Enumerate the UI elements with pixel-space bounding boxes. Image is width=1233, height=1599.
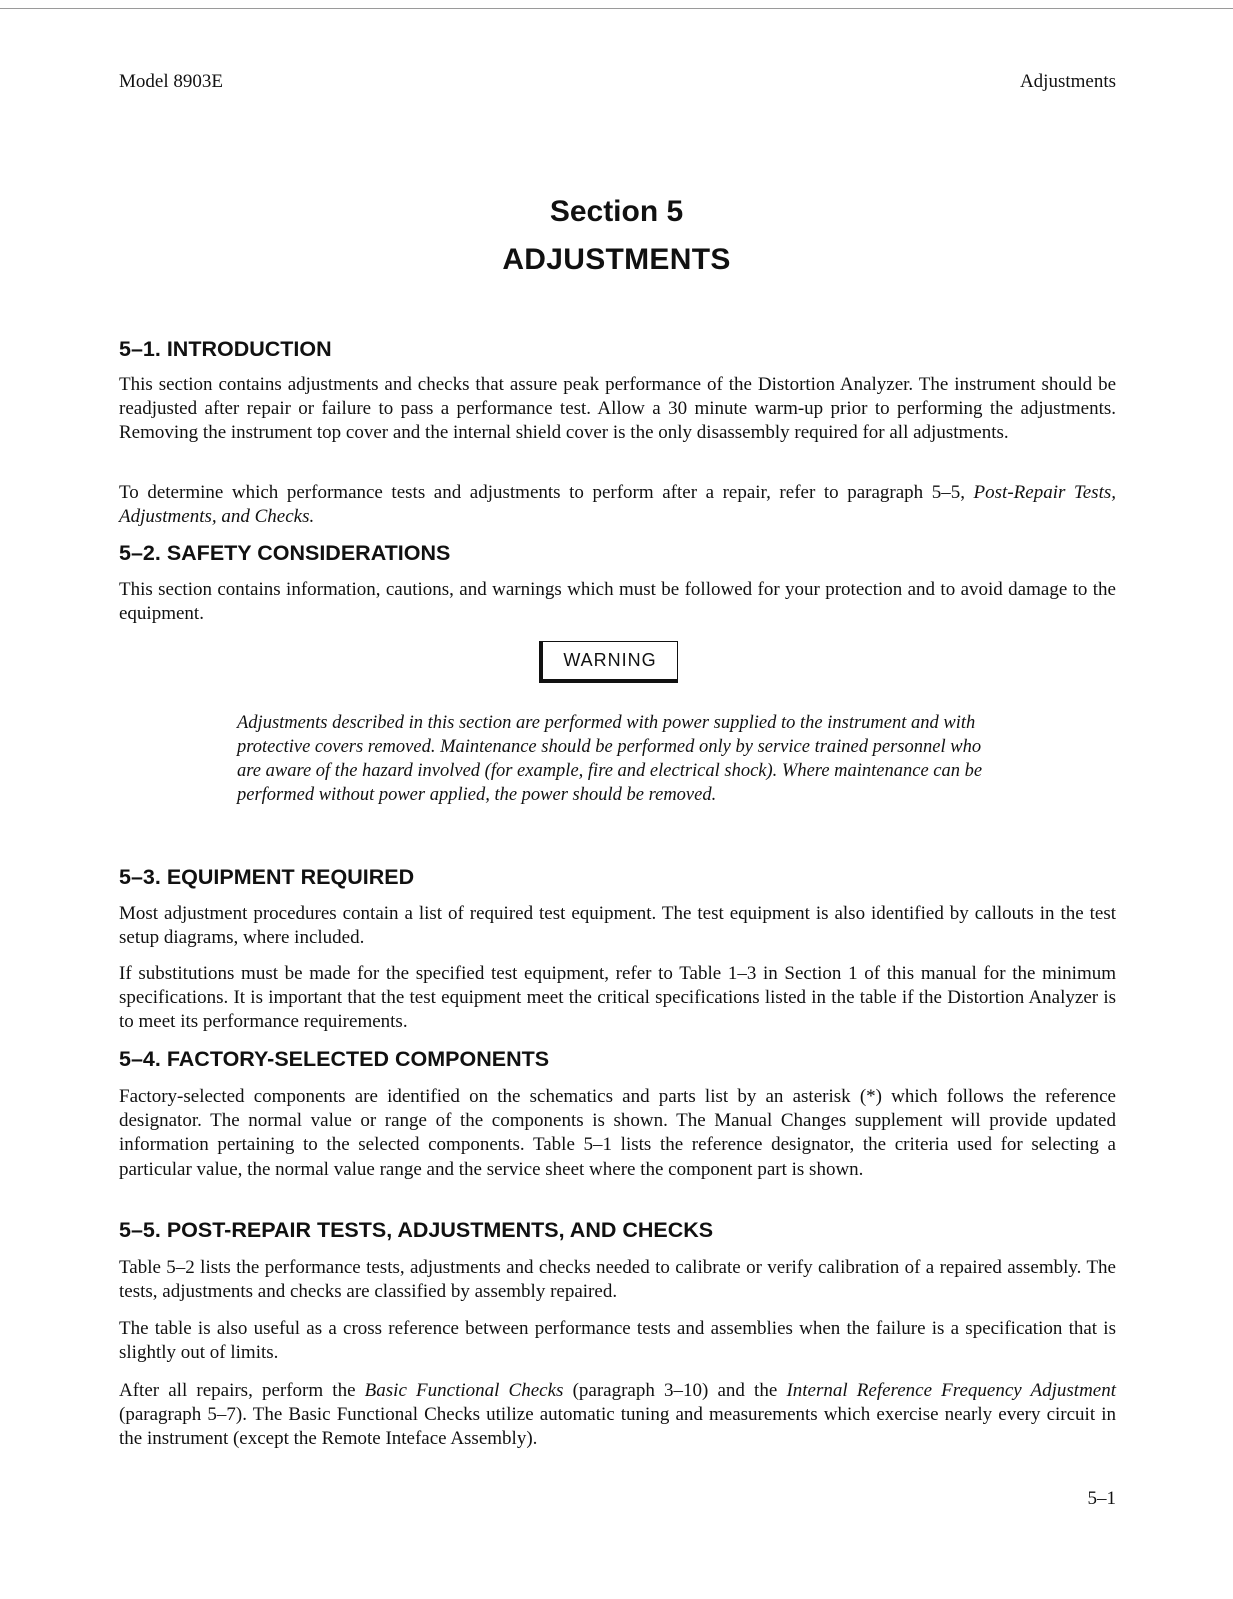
- post-repair-p3-ref2: Internal Reference Frequency Adjustment: [786, 1380, 1117, 1401]
- heading-factory-selected: 5–4. FACTORY-SELECTED COMPONENTS: [119, 1047, 550, 1071]
- heading-equipment: 5–3. EQUIPMENT REQUIRED: [119, 865, 415, 889]
- intro-paragraph-1: This section contains adjustments and checks that assure peak performance of the Distortion Analyzer. The instrument should be readjusted after repair or failure to pass a performance test. Allow a 30 minute warm-up prior to performing the adjustments. Removing the instrument top cover and the internal shield cover is the only disassembly required for all adjustments.: [119, 374, 1116, 444]
- equipment-paragraph-2: If substitutions must be made for the specified test equipment, refer to Table 1–3 in Section 1 of this manual for the minimum specifications. It is important that the test equipment meet the critical specifications listed in the table if the Distortion Analyzer is to meet its performance requirements.: [119, 963, 1116, 1033]
- warning-label: WARNING: [563, 650, 657, 670]
- top-rule: [0, 8, 1233, 9]
- page-number: 5–1: [1087, 1488, 1116, 1509]
- post-repair-paragraph-2: The table is also useful as a cross reference between performance tests and assemblies when the failure is a specification that is slightly out of limits.: [119, 1318, 1116, 1364]
- heading-safety: 5–2. SAFETY CONSIDERATIONS: [119, 541, 451, 565]
- post-repair-p3-c: (paragraph 5–7). The Basic Functional Checks utilize automatic tuning and measurements which exercise nearly every circuit in the instrument (except the Remote Inteface Assembly).: [119, 1404, 1116, 1450]
- intro-paragraph-2: [119, 481, 1116, 529]
- section-title: ADJUSTMENTS: [502, 243, 731, 276]
- safety-paragraph: This section contains information, cautions, and warnings which must be followed for your protection and to avoid damage to the equipment.: [119, 579, 1116, 625]
- post-repair-paragraph-3: [119, 1379, 1116, 1452]
- post-repair-p3-ref1: Basic Functional Checks: [364, 1380, 564, 1401]
- post-repair-paragraph-1: Table 5–2 lists the performance tests, adjustments and checks needed to calibrate or verify calibration of a repaired assembly. The tests, adjustments and checks are classified by assembly repaired.: [119, 1257, 1116, 1303]
- intro-p2-text: To determine which performance tests and adjustments to perform after a repair, refer to paragraph 5–5,: [119, 482, 965, 503]
- warning-label-box: [539, 641, 678, 683]
- running-header-chapter: Adjustments: [1019, 71, 1116, 92]
- post-repair-p3-b: (paragraph 3–10) and the: [572, 1380, 778, 1401]
- heading-post-repair: 5–5. POST-REPAIR TESTS, ADJUSTMENTS, AND CHECKS: [119, 1218, 714, 1242]
- post-repair-p3-a: After all repairs, perform the: [119, 1380, 356, 1401]
- running-header-model: Model 8903E: [119, 71, 223, 92]
- intro-p2-reference: Post-Repair Tests, Adjustments, and Checks.: [119, 482, 1117, 528]
- equipment-paragraph-1: Most adjustment procedures contain a list of required test equipment. The test equipment is also identified by callouts in the test setup diagrams, where included.: [119, 903, 1116, 949]
- factory-selected-paragraph: Factory-selected components are identified on the schematics and parts list by an asterisk (*) which follows the reference designator. The normal value or range of the components is shown. The Manual Changes supplement will provide updated information pertaining to the selected components. Table 5–1 lists the reference designator, the criteria used for selecting a particular value, the normal value range and the service sheet where the component part is shown.: [119, 1086, 1116, 1180]
- section-number: Section 5: [549, 195, 684, 228]
- warning-text: Adjustments described in this section are performed with power supplied to the instrument and with protective covers removed. Maintenance should be performed only by service trained personnel who are aware of the hazard involved (for example, fire and electrical shock). Where maintenance can be performed without power applied, the power should be removed.: [237, 713, 983, 805]
- heading-introduction: 5–1. INTRODUCTION: [119, 337, 332, 361]
